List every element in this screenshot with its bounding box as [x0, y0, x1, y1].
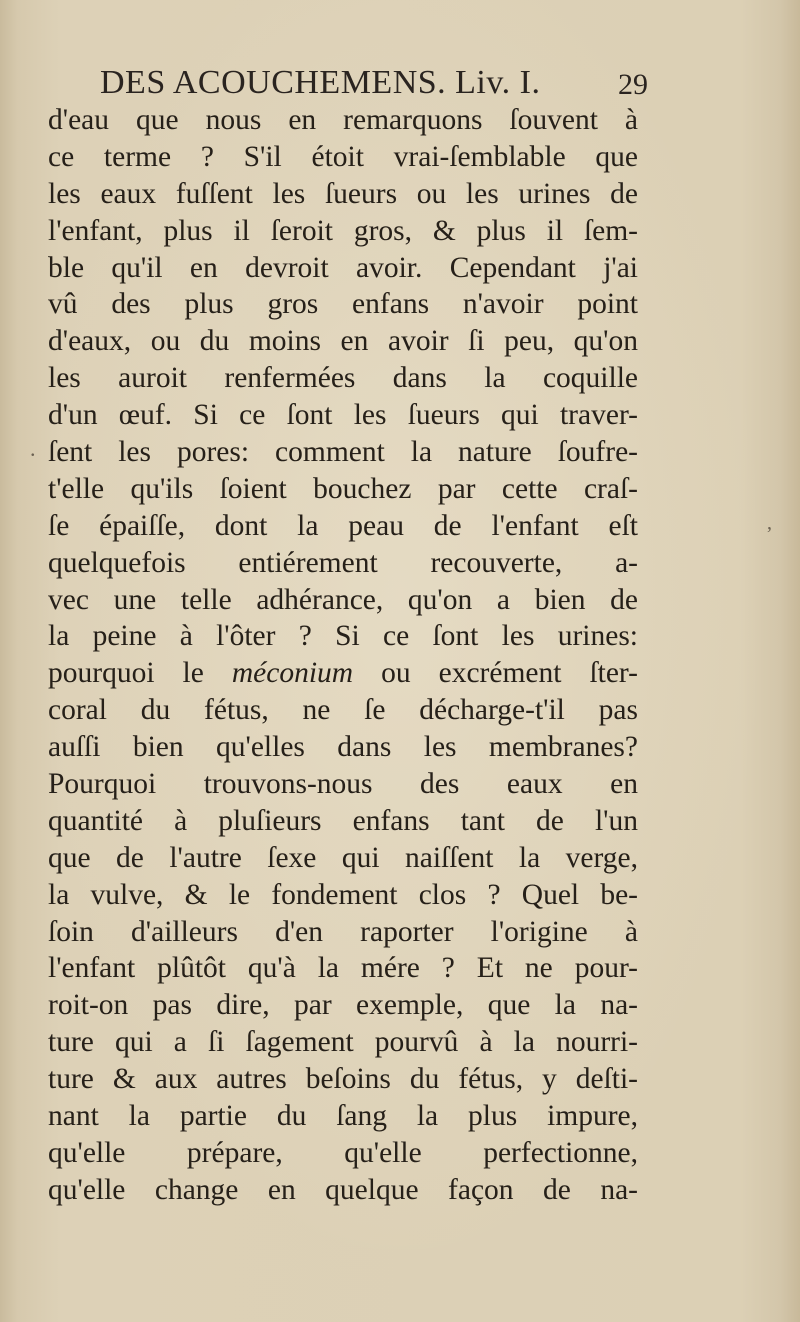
margin-dot: . [30, 436, 36, 461]
text-line: ture qui a ſi ſagement pourvû à la nourri- [48, 1026, 638, 1059]
text-line-mixed [48, 655, 638, 692]
text-line: ce terme ? S'il étoit vrai-ſemblable que [48, 140, 638, 173]
page-number: 29 [618, 68, 648, 101]
text-line: l'enfant plûtôt qu'à la mére ? Et ne pour- [48, 952, 638, 985]
text-line: roit-on pas dire, par exemple, que la na- [48, 989, 638, 1022]
text-line: ſoin d'ailleurs d'en raporter l'origine à [48, 915, 638, 948]
text-segment: ou excrément ſter- [353, 657, 638, 690]
text-line: les eaux fuſſent les ſueurs ou les urines de [48, 177, 638, 210]
text-line: ſe épaiſſe, dont la peau de l'enfant eſt [48, 509, 638, 542]
text-line: l'enfant, plus il ſeroit gros, & plus il ſem- [48, 214, 638, 247]
text-line: quelquefois entiérement recouverte, a- [48, 546, 638, 579]
text-line: d'eaux, ou du moins en avoir ſi peu, qu'on [48, 325, 638, 358]
text-line: la vulve, & le fondement clos ? Quel be- [48, 878, 638, 911]
text-line: qu'elle prépare, qu'elle perfectionne, [48, 1136, 638, 1169]
running-head-title: DES ACOUCHEMENS. Liv. I. [100, 64, 541, 101]
text-line: que de l'autre ſexe qui naiſſent la verge, [48, 841, 638, 874]
text-line: t'elle qu'ils ſoient bouchez par cette craſ- [48, 472, 638, 505]
margin-tick: ‚ [766, 512, 773, 534]
body-text [48, 102, 638, 1209]
text-line: coral du fétus, ne ſe décharge-t'il pas [48, 694, 638, 727]
text-line: d'un œuf. Si ce ſont les ſueurs qui traver- [48, 399, 638, 432]
text-line: qu'elle change en quelque façon de na- [48, 1173, 638, 1206]
text-line: les auroit renfermées dans la coquille [48, 362, 638, 395]
text-line: ſent les pores: comment la nature ſoufre- [48, 436, 638, 469]
text-line: ture & aux autres beſoins du fétus, y deſti- [48, 1063, 638, 1096]
text-line: la peine à l'ôter ? Si ce ſont les urines: [48, 620, 638, 653]
text-line: nant la partie du ſang la plus impure, [48, 1100, 638, 1133]
text-line: Pourquoi trouvons-nous des eaux en [48, 768, 638, 801]
italic-term: méconium [231, 657, 354, 690]
text-segment: pourquoi le [48, 657, 232, 690]
text-line: d'eau que nous en remarquons ſouvent à [48, 104, 638, 136]
text-line: auſſi bien qu'elles dans les membranes? [48, 731, 638, 764]
text-line: vû des plus gros enfans n'avoir point [48, 288, 638, 321]
text-line: quantité à pluſieurs enfans tant de l'un [48, 804, 638, 837]
text-line: ble qu'il en devroit avoir. Cependant j'ai [48, 251, 638, 284]
text-line: vec une telle adhérance, qu'on a bien de [48, 583, 638, 616]
